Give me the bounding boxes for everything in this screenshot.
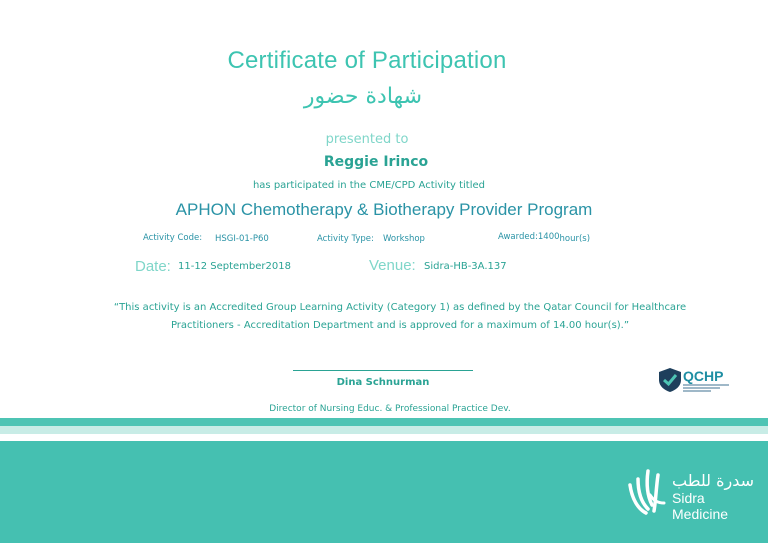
recipient-name: Reggie Irinco	[323, 154, 429, 170]
accreditation-line-1: “This activity is an Accredited Group Learning Activity (Category 1) as defined by the Qatar Council for Healthcare	[113, 302, 687, 313]
divider-band-light	[0, 426, 768, 434]
awarded-unit: hour(s)	[559, 234, 591, 244]
awarded-value: 1400	[537, 232, 560, 242]
accreditation-statement	[60, 299, 740, 335]
activity-code-label: Activity Code:	[143, 233, 203, 243]
sidra-arabic-name: سدرة للطب	[672, 471, 755, 490]
sidra-line-2: Medicine	[672, 506, 729, 522]
signatory-title: Director of Nursing Educ. & Professional Practice Dev.	[269, 404, 511, 414]
venue-label: Venue:	[369, 257, 416, 274]
signatory-name: Dina Schnurman	[336, 377, 430, 388]
sidra-leaf-icon	[624, 465, 668, 519]
sidra-line-1: Sidra	[672, 490, 705, 506]
shield-check-icon	[658, 367, 682, 393]
participation-statement: has participated in the CME/CPD Activity titled	[252, 180, 486, 191]
venue-value: Sidra-HB-3A.137	[424, 261, 507, 272]
activity-type-label: Activity Type:	[317, 234, 374, 244]
date-label: Date:	[135, 258, 171, 275]
accreditation-line-2: Practitioners - Accreditation Department and is approved for a maximum of 14.00 hour(s).”	[170, 320, 630, 331]
certificate-title: Certificate of Participation	[227, 47, 507, 74]
awarded-label	[498, 232, 590, 242]
date-value: 11-12 September2018	[178, 261, 291, 272]
awarded-label-text: Awarded:	[498, 232, 538, 242]
arabic-title: شهادة حضور	[303, 84, 423, 109]
sidra-english-name	[672, 490, 728, 522]
signature-line	[293, 370, 473, 371]
qchp-logo-text: QCHP	[683, 368, 724, 384]
activity-type-value: Workshop	[383, 234, 425, 244]
qchp-subtext	[683, 383, 729, 393]
divider-band-dark	[0, 418, 768, 426]
presented-to-label: presented to	[325, 132, 409, 147]
program-title: APHON Chemotherapy & Biotherapy Provider Program	[175, 200, 593, 219]
activity-code-value: HSGI-01-P60	[215, 234, 269, 244]
